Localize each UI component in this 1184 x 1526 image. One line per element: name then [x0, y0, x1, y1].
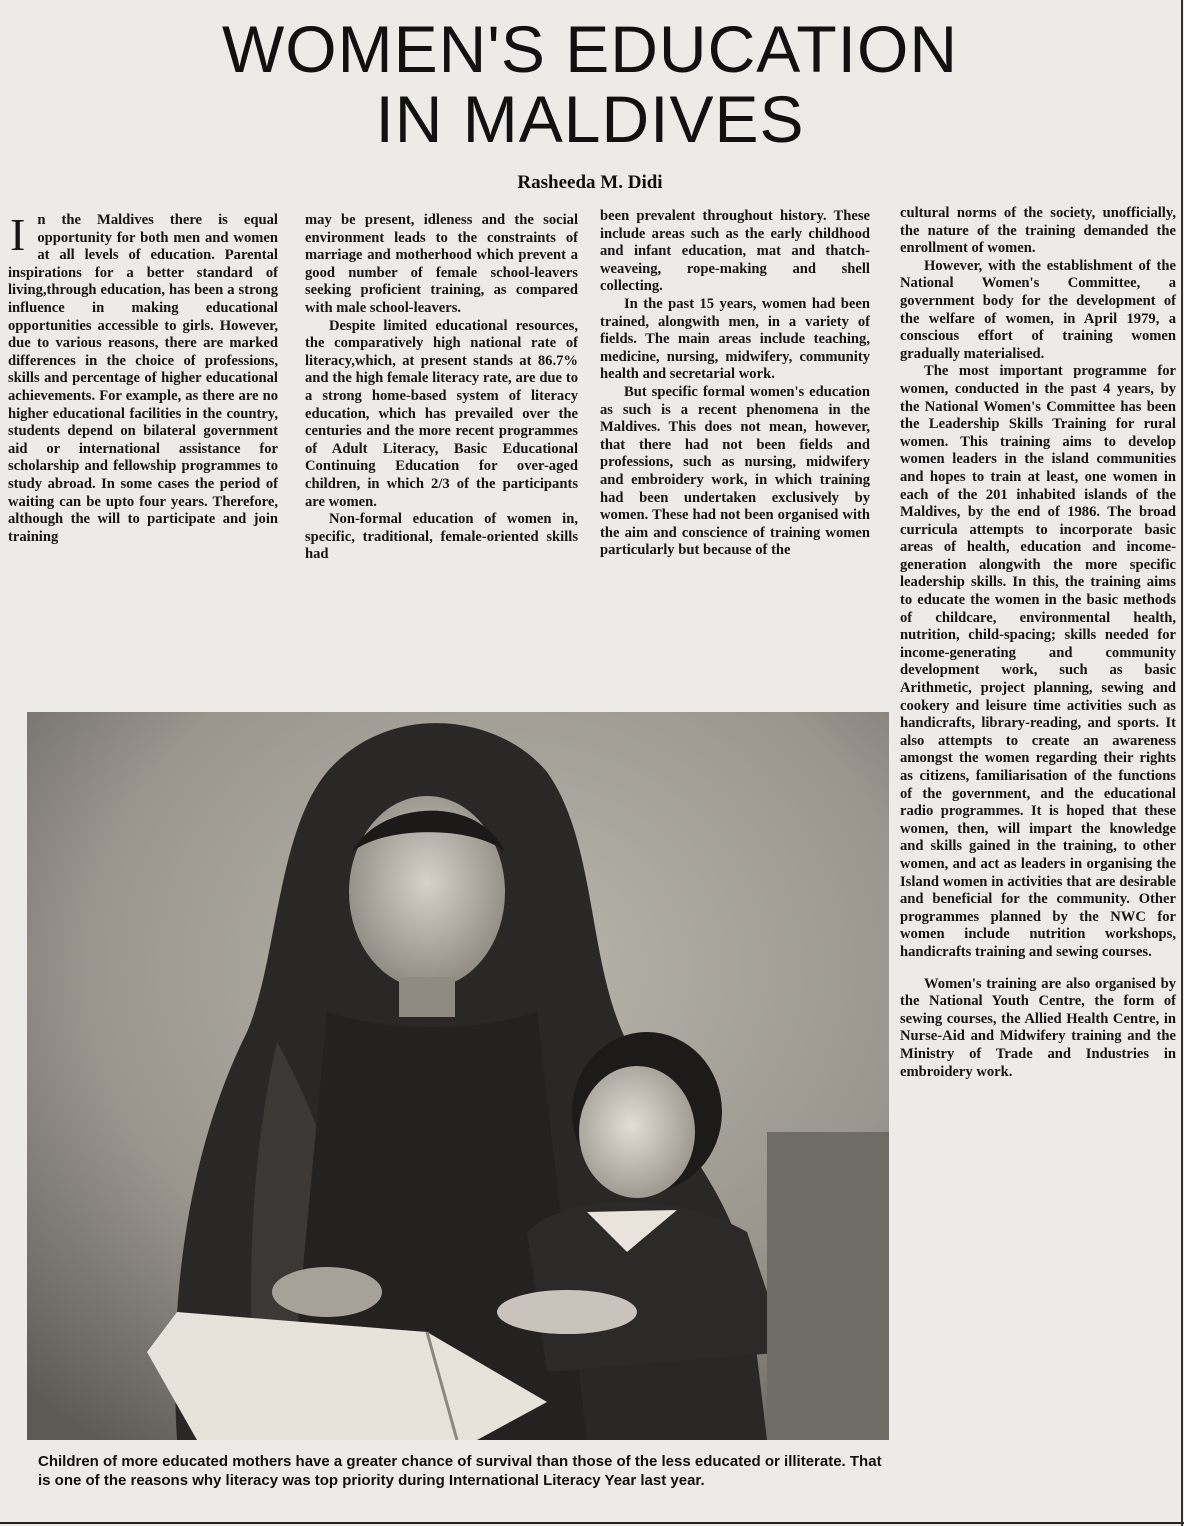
paragraph: Despite limited educational resources, the comparatively high national rate of literacy,which, at present stands at 86.7% and the high female literacy rate, are due to a strong home-based system of literacy education, which has prevailed over the centuries and the more recent programmes of Adult Literacy, Basic Educational Continuing Education for over-aged children, in which 2/3 of the participants are women.	[305, 317, 578, 510]
paragraph: Women's training are also organised by the National Youth Centre, the form of sewing courses, the Allied Health Centre, in Nurse-Aid and Midwifery training and the Ministry of Trade and Industries in embroidery work.	[900, 975, 1176, 1080]
article-photo	[27, 712, 889, 1440]
paragraph: The most important programme for women, conducted in the past 4 years, by the National Women's Committee has been the Leadership Skills Training for rural women. This training aims to develop women leaders in the island communities and hopes to train at least, one women in each of the 201 inhabited islands of the Maldives, by the end of 1986. The broad curricula attempts to incorporate basic areas of health, education and income-generation alongwith the more specific leadership skills. In this, the training aims to educate the women in the basic methods of childcare, environmental health, nutrition, child-spacing; skills needed for income-generating and community development work, such as basic Arithmetic, project planning, sewing and cookery and leisure time activities such as handicrafts, library-reading, and sports. It also attempts to create an awareness amongst the women regarding their rights as citizens, familiarisation of the functions of the government, and the educational radio programmes. It is hoped that these women, then, will impart the knowledge and skills gained in the training, to other women, and act as leaders in organising the Island women in activities that are desirable and beneficial for the community. Other programmes planned by the NWC for women include nutrition workshops, handicrafts training and sewing courses.	[900, 363, 1176, 960]
article-headline	[150, 14, 1030, 154]
text-column-2	[305, 212, 578, 564]
paragraph: been prevalent throughout history. These include areas such as the early childhood and infant education, mat and thatch-weaveing, rope-making and shell collecting.	[600, 208, 870, 295]
paragraph-text: n the Maldives there is equal opportunity for both men and women at all levels of education. Parental inspirations for a better standard of living,through education, has been a strong influence in making educational opportunities accessible to girls. However, due to various reasons, there are marked differences in the choice of professions, skills and percentage of higher educational achievements. For example, as there are no higher educational facilities in the country, students depend on bilateral government aid or international assistance for scholarship and fellowship programmes to study abroad. In some cases the period of waiting can be upto four years. Therefore, although the will to participate and join training	[8, 212, 278, 545]
headline-line-2: IN MALDIVES	[375, 82, 805, 156]
text-column-3	[600, 208, 870, 560]
headline-line-1: WOMEN'S EDUCATION	[221, 12, 959, 86]
cushion	[767, 1132, 889, 1440]
text-column-1	[8, 209, 278, 546]
child-arm	[497, 1290, 637, 1334]
text-column-4	[900, 205, 1176, 1081]
right-border	[1181, 0, 1183, 1526]
paragraph: However, with the establishment of the National Women's Committee, a government body for the development of the welfare of women, in April 1979, a conscious effort of training women gradually materialised.	[900, 257, 1176, 362]
child-face	[579, 1066, 695, 1198]
woman-neck	[399, 977, 455, 1017]
paragraph: But specific formal women's education as such is a recent phenomena in the Maldives. This does not mean, however, that there had not been fields and professions, such as nursing, midwifery and embroidery work, in which training had been undertaken exclusively by women. These had not been organised with the aim and conscience of training women particularly but because of the	[600, 383, 870, 559]
woman-hand	[272, 1267, 382, 1317]
paragraph	[8, 209, 278, 546]
paragraph: may be present, idleness and the social environment leads to the constraints of marriage and motherhood which prevent a good number of female school-leavers seeking proficient training, as compared with male school-leavers.	[305, 212, 578, 316]
bottom-border	[0, 1522, 1184, 1524]
photo-caption: Children of more educated mothers have a greater chance of survival than those of the less educated or illiterate. That is one of the reasons why literacy was top priority during International Literacy Year last year.	[38, 1453, 882, 1489]
paragraph: In the past 15 years, women had been trained, alongwith men, in a variety of fields. The main areas include teaching, medicine, nursing, midwifery, community health and secretarial work.	[600, 295, 870, 383]
byline: Rasheeda M. Didi	[517, 172, 663, 193]
paragraph: Non-formal education of women in, specific, traditional, female-oriented skills had	[305, 511, 578, 563]
drop-cap: I	[10, 209, 26, 260]
photo-illustration	[27, 712, 889, 1440]
paragraph: cultural norms of the society, unofficially, the nature of the training demanded the enrollment of women.	[900, 205, 1176, 257]
